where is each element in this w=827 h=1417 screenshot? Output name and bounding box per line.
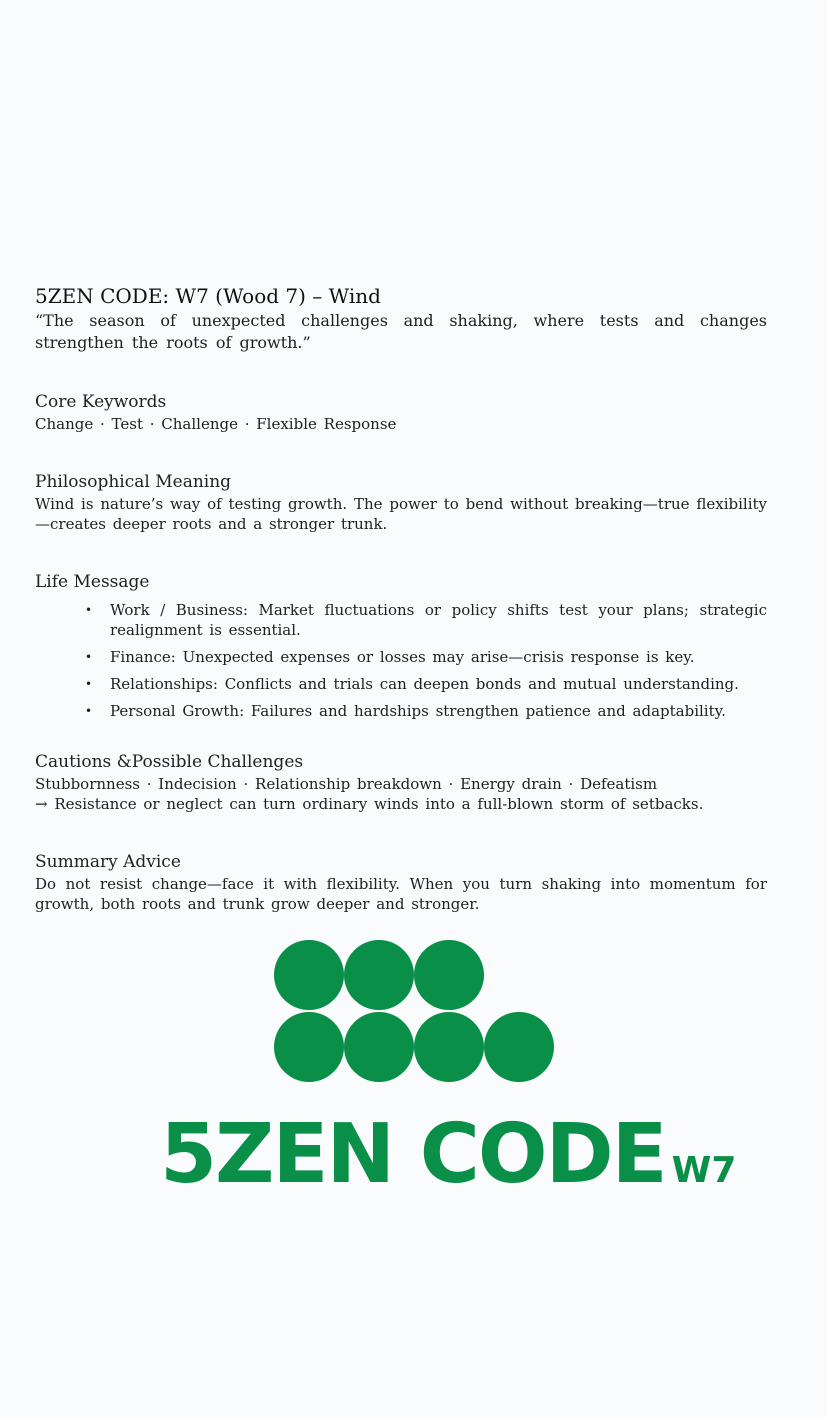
section-core-keywords xyxy=(35,390,767,434)
philosophical-meaning-body: Wind is nature’s way of testing growth. The power to bend without breaking—true flexibility—creates deeper roots and a stronger trunk. xyxy=(35,495,767,533)
section-cautions xyxy=(35,750,767,814)
cautions-warning: → Resistance or neglect can turn ordinary winds into a full-blown storm of setbacks. xyxy=(35,795,704,813)
logo-dot xyxy=(344,940,414,1010)
logo-dot xyxy=(484,1012,554,1082)
philosophical-meaning-title: Philosophical Meaning xyxy=(35,472,232,492)
list-item: • Work / Business: Market fluctuations or policy shifts test your plans; strategic realignment is essential. xyxy=(85,600,767,640)
life-message-title: Life Message xyxy=(35,572,150,592)
logo-dot xyxy=(414,1012,484,1082)
logo-dot xyxy=(274,1012,344,1082)
intro-quote: “The season of unexpected challenges and shaking, where tests and changes strengthen the roots of growth.” xyxy=(35,311,767,352)
logo-text: 5ZEN CODE xyxy=(160,1107,666,1202)
logo-dot xyxy=(344,1012,414,1082)
section-summary-advice xyxy=(35,850,767,914)
core-keywords-body: Change · Test · Challenge · Flexible Response xyxy=(35,415,397,433)
logo-wordmark xyxy=(160,1105,736,1221)
cautions-title: Cautions &Possible Challenges xyxy=(35,752,304,772)
life-message-list xyxy=(35,600,767,721)
code-document xyxy=(35,282,767,914)
list-item: • Relationships: Conflicts and trials can deepen bonds and mutual understanding. xyxy=(85,674,767,694)
document-title: 5ZEN CODE: W7 (Wood 7) – Wind xyxy=(35,284,381,308)
logo-dot xyxy=(414,940,484,1010)
section-life-message xyxy=(35,570,767,721)
cautions-keywords: Stubbornness · Indecision · Relationship breakdown · Energy drain · Defeatism xyxy=(35,775,658,793)
list-item: • Personal Growth: Failures and hardships strengthen patience and adaptability. xyxy=(85,701,767,721)
logo-dot xyxy=(274,940,344,1010)
list-item: • Finance: Unexpected expenses or losses may arise—crisis response is key. xyxy=(85,647,767,667)
summary-advice-body: Do not resist change—face it with flexibility. When you turn shaking into momentum for growth, both roots and trunk grow deeper and stronger. xyxy=(35,875,767,913)
core-keywords-title: Core Keywords xyxy=(35,392,167,412)
section-philosophical-meaning xyxy=(35,470,767,534)
summary-advice-title: Summary Advice xyxy=(35,852,181,872)
logo-subscript: W7 xyxy=(671,1150,737,1191)
